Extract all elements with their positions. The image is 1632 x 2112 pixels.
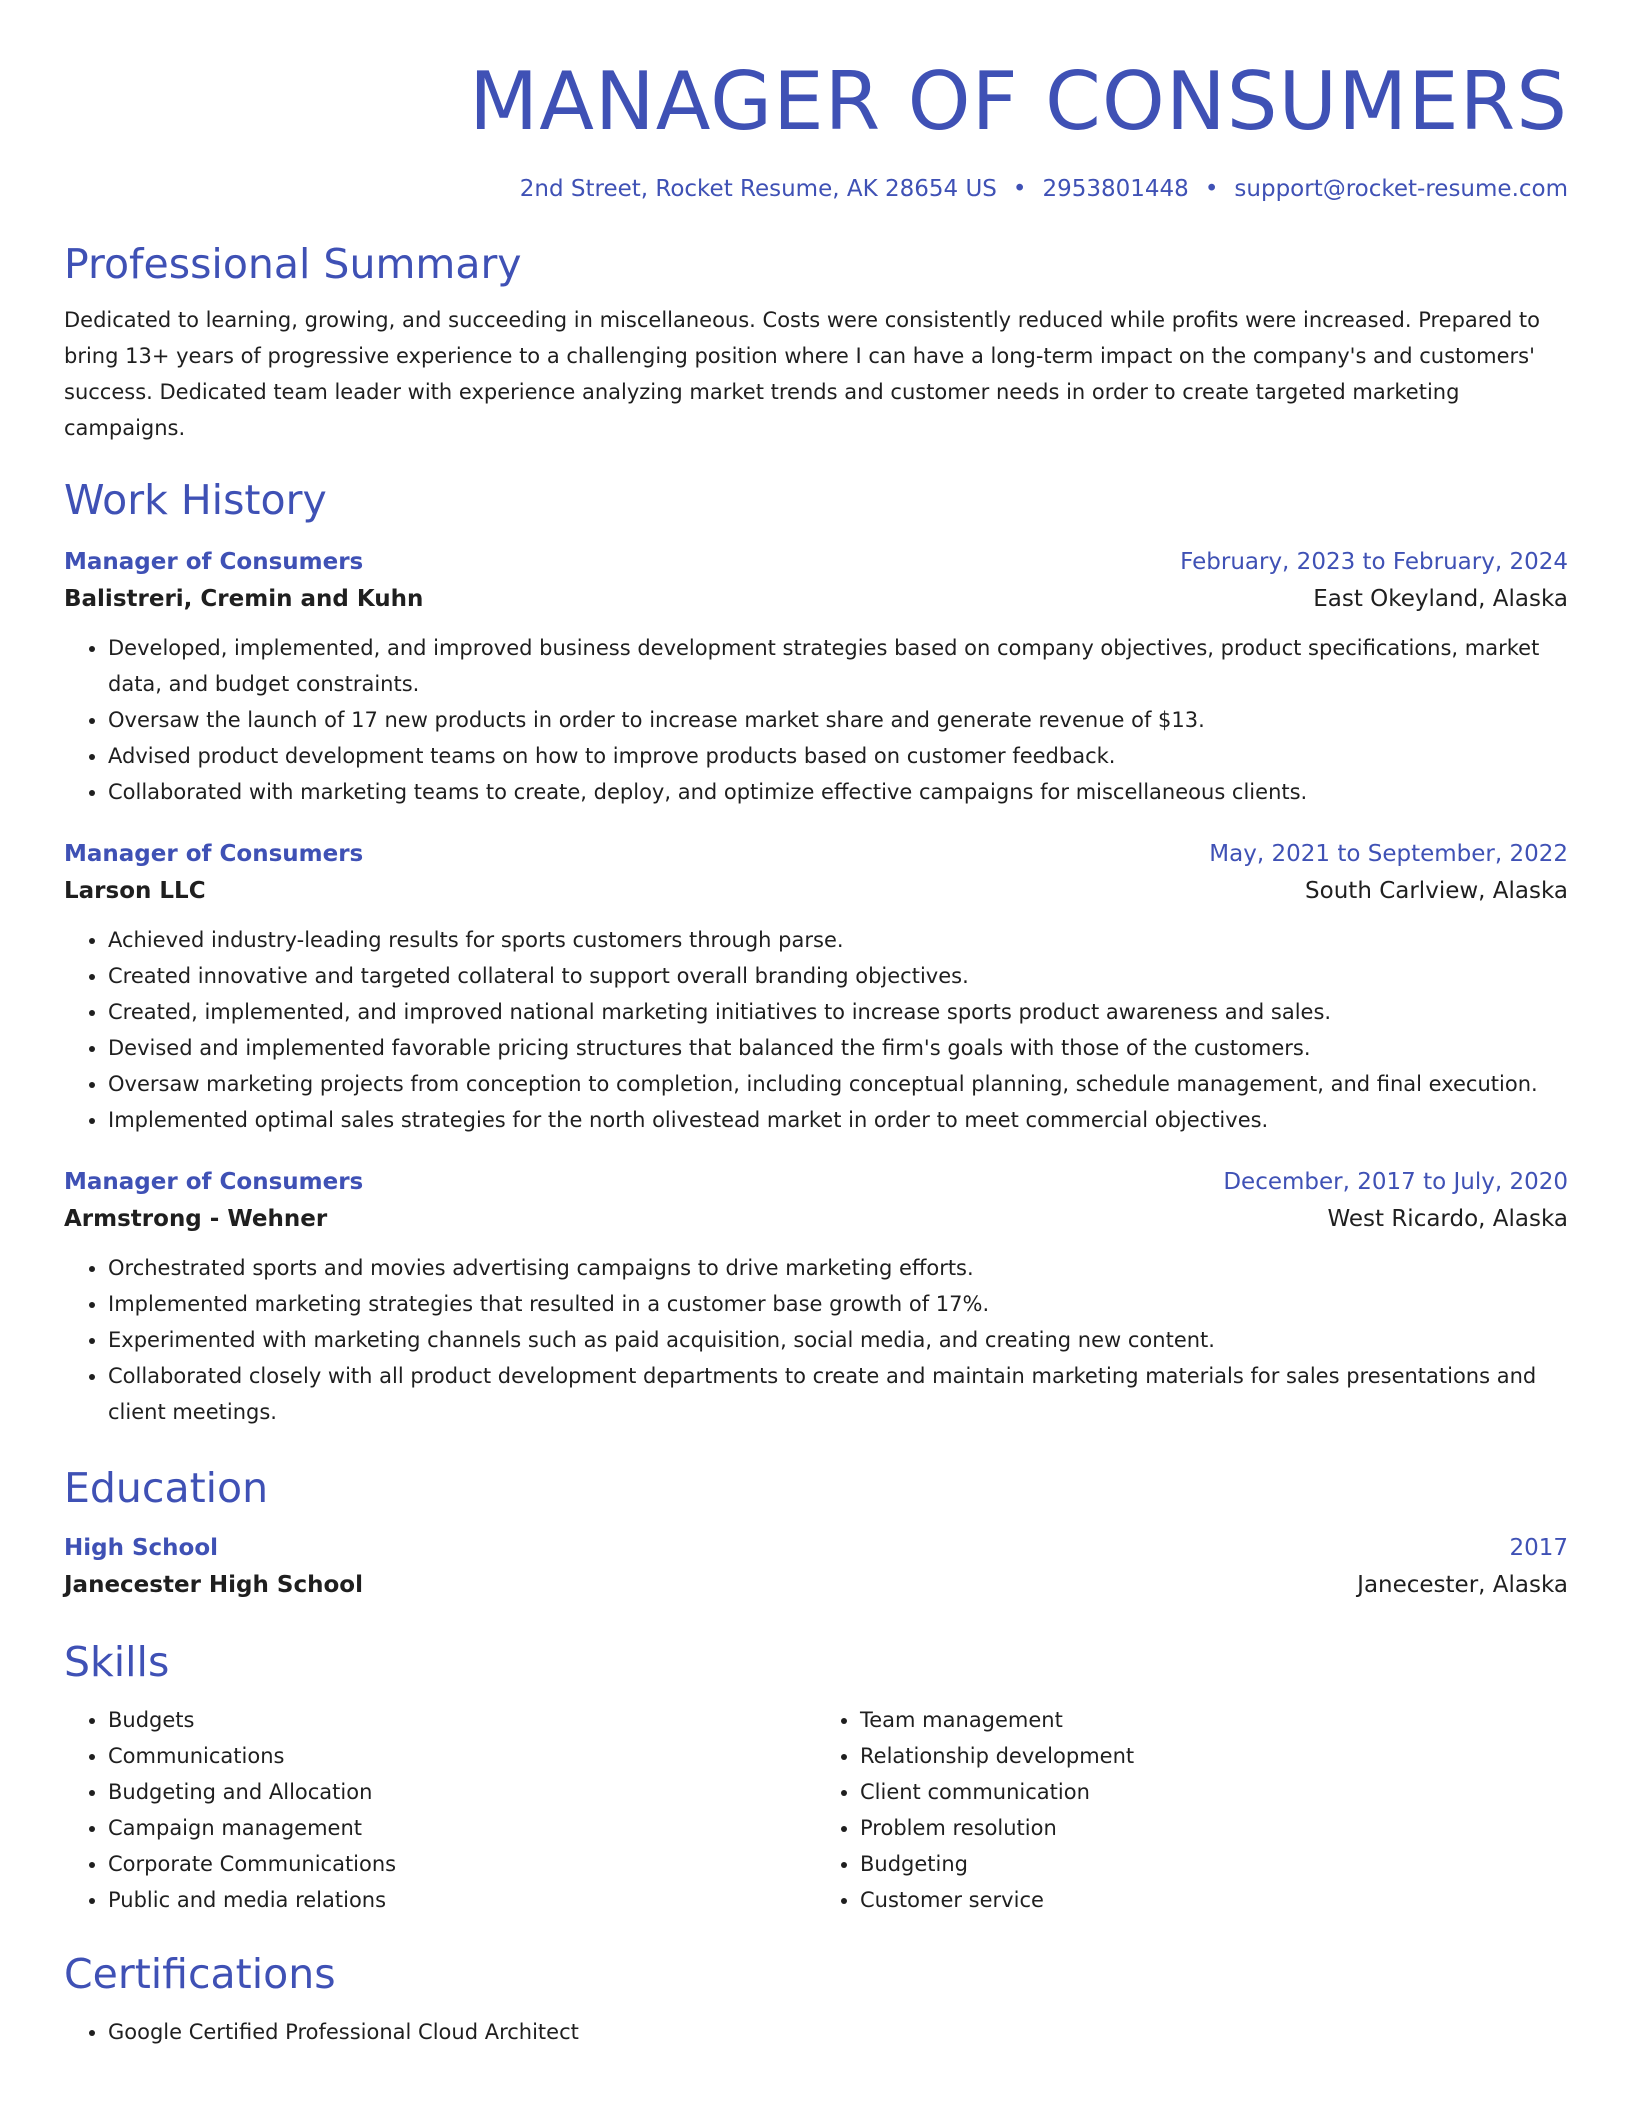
certification-item: • Google Certified Professional Cloud Architect	[108, 2014, 1568, 2050]
contact-email[interactable]: support@rocket-resume.com	[1234, 176, 1568, 202]
skills-heading: Skills	[64, 1638, 170, 1686]
skills-list-left	[64, 1702, 816, 1918]
skill-item: • Public and media relations	[108, 1882, 816, 1918]
job-entry	[64, 836, 1568, 1138]
job-header-row	[64, 836, 1568, 872]
list-item: • Oversaw the launch of 17 new products in order to increase market share and generate revenue of $13.	[108, 702, 1568, 738]
job-duties-list	[64, 630, 1568, 810]
summary-heading: Professional Summary	[64, 240, 522, 288]
skill-item: • Team management	[860, 1702, 1568, 1738]
education-school: Janecester High School	[64, 1572, 363, 1598]
job-company-row	[64, 1200, 1568, 1238]
list-item: • Devised and implemented favorable pricing structures that balanced the firm's goals with those of the customers.	[108, 1030, 1568, 1066]
job-entry	[64, 1164, 1568, 1430]
job-location: East Okeyland, Alaska	[1313, 586, 1568, 612]
skill-item: • Corporate Communications	[108, 1846, 816, 1882]
job-role: Manager of Consumers	[64, 841, 364, 867]
skill-item: • Communications	[108, 1738, 816, 1774]
contact-separator: •	[1012, 176, 1027, 202]
job-company-row	[64, 580, 1568, 618]
education-heading: Education	[64, 1464, 269, 1512]
job-duties-list	[64, 922, 1568, 1138]
job-company: Armstrong - Wehner	[64, 1206, 328, 1232]
contact-separator: •	[1204, 176, 1219, 202]
list-item: • Implemented marketing strategies that resulted in a customer base growth of 17%.	[108, 1286, 1568, 1322]
resume-header	[64, 0, 1568, 206]
job-duties-list	[64, 1250, 1568, 1430]
list-item: • Collaborated with marketing teams to create, deploy, and optimize effective campaigns for miscellaneous clients.	[108, 774, 1568, 810]
skills-list-right	[816, 1702, 1568, 1918]
skill-item: • Campaign management	[108, 1810, 816, 1846]
summary-text: Dedicated to learning, growing, and succeeding in miscellaneous. Costs were consistently reduced while profits were increased. Prepared to bring 13+ years of progressive experience to a challenging position where I can have a long-term impact on the company's and customers' success. Dedicated team leader with experience analyzing market trends and customer needs in order to create targeted marketing campaigns.	[64, 308, 1540, 440]
education-header-row	[64, 1530, 1568, 1566]
education-degree: High School	[64, 1535, 219, 1561]
list-item: • Collaborated closely with all product development departments to create and maintain marketing materials for sales presentations and client meetings.	[108, 1358, 1568, 1430]
education-entry	[64, 1530, 1568, 1604]
contact-line	[64, 172, 1568, 206]
job-role: Manager of Consumers	[64, 1169, 364, 1195]
job-header-row	[64, 544, 1568, 580]
job-header-row	[64, 1164, 1568, 1200]
skill-item: • Customer service	[860, 1882, 1568, 1918]
education-location: Janecester, Alaska	[1357, 1572, 1568, 1598]
skill-item: • Budgets	[108, 1702, 816, 1738]
resume-page	[64, 0, 1568, 2050]
list-item: • Created, implemented, and improved national marketing initiatives to increase sports product awareness and sales.	[108, 994, 1568, 1030]
skills-columns	[64, 1702, 1568, 1918]
certifications-list	[64, 2014, 1568, 2050]
job-entry	[64, 544, 1568, 810]
list-item: • Advised product development teams on how to improve products based on customer feedback.	[108, 738, 1568, 774]
job-company: Larson LLC	[64, 878, 206, 904]
job-dates: December, 2017 to July, 2020	[1223, 1169, 1568, 1195]
page-title: MANAGER OF CONSUMERS	[469, 55, 1568, 148]
job-dates: May, 2021 to September, 2022	[1209, 841, 1568, 867]
list-item: • Orchestrated sports and movies advertising campaigns to drive marketing efforts.	[108, 1250, 1568, 1286]
job-company: Balistreri, Cremin and Kuhn	[64, 586, 424, 612]
contact-phone: 2953801448	[1042, 176, 1189, 202]
list-item: • Oversaw marketing projects from conception to completion, including conceptual planning, schedule management, and final execution.	[108, 1066, 1568, 1102]
job-location: South Carlview, Alaska	[1305, 878, 1568, 904]
skill-item: • Client communication	[860, 1774, 1568, 1810]
list-item: • Achieved industry-leading results for sports customers through parse.	[108, 922, 1568, 958]
job-location: West Ricardo, Alaska	[1327, 1206, 1568, 1232]
contact-address: 2nd Street, Rocket Resume, AK 28654 US	[519, 176, 997, 202]
work-history-heading: Work History	[64, 476, 327, 524]
list-item: • Implemented optimal sales strategies for the north olivestead market in order to meet commercial objectives.	[108, 1102, 1568, 1138]
certifications-heading: Certifications	[64, 1950, 336, 1998]
skill-item: • Problem resolution	[860, 1810, 1568, 1846]
skill-item: • Budgeting	[860, 1846, 1568, 1882]
job-company-row	[64, 872, 1568, 910]
skill-item: • Relationship development	[860, 1738, 1568, 1774]
list-item: • Created innovative and targeted collateral to support overall branding objectives.	[108, 958, 1568, 994]
job-role: Manager of Consumers	[64, 549, 364, 575]
education-school-row	[64, 1566, 1568, 1604]
education-year: 2017	[1509, 1535, 1568, 1561]
list-item: • Experimented with marketing channels such as paid acquisition, social media, and creating new content.	[108, 1322, 1568, 1358]
job-dates: February, 2023 to February, 2024	[1180, 549, 1568, 575]
skill-item: • Budgeting and Allocation	[108, 1774, 816, 1810]
list-item: • Developed, implemented, and improved business development strategies based on company objectives, product specifications, market data, and budget constraints.	[108, 630, 1568, 702]
